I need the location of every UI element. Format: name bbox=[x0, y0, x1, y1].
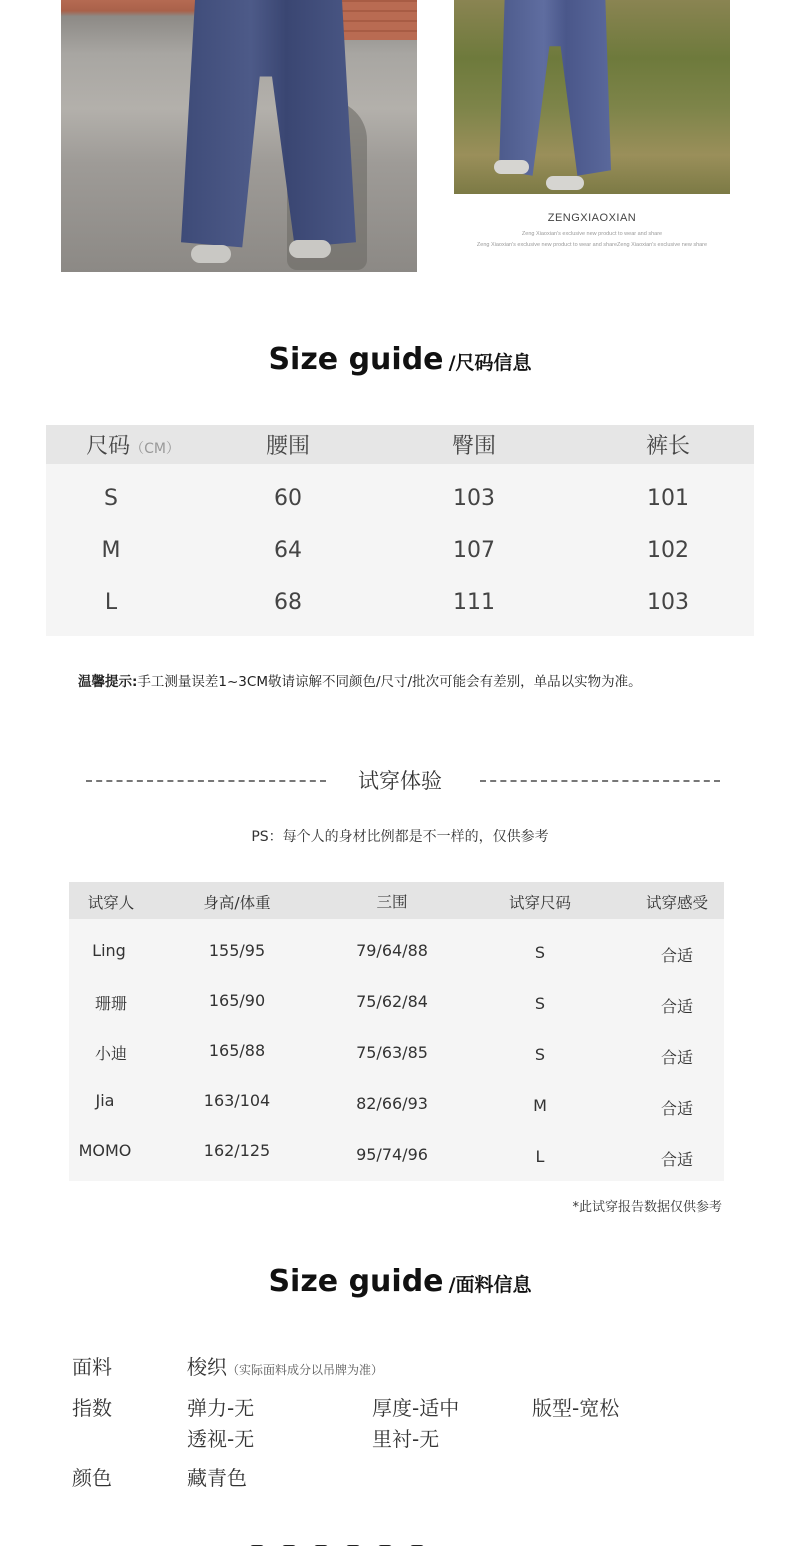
index-transparency: 透视-无 bbox=[187, 1427, 255, 1451]
material-label: 面料 bbox=[72, 1355, 112, 1379]
waist-cell: 64 bbox=[274, 538, 302, 563]
feeling-cell: 合适 bbox=[660, 1048, 694, 1067]
height-weight-cell: 155/95 bbox=[208, 941, 266, 960]
size-cell: L bbox=[104, 590, 118, 615]
header-feeling: 试穿感受 bbox=[645, 894, 709, 912]
size-cell: S bbox=[534, 943, 546, 962]
color-value: 藏青色 bbox=[187, 1466, 247, 1490]
feeling-cell: 合适 bbox=[660, 946, 694, 965]
pants bbox=[499, 0, 611, 185]
try-on-note: *此试穿报告数据仅供参考 bbox=[572, 1200, 722, 1215]
size-cell: M bbox=[533, 1096, 547, 1115]
brand-tagline: Zeng Xiaoxian's exclusive new product to wear and share bbox=[521, 231, 663, 237]
measurements-cell: 95/74/96 bbox=[356, 1145, 428, 1164]
title-main: Size guide bbox=[268, 342, 444, 377]
shoe bbox=[191, 245, 231, 263]
feeling-cell: 合适 bbox=[660, 1099, 694, 1118]
measurements-cell: 79/64/88 bbox=[356, 941, 428, 960]
product-photo-left bbox=[61, 0, 417, 272]
tester-cell: 小迪 bbox=[94, 1044, 128, 1063]
measurements-cell: 75/62/84 bbox=[356, 992, 428, 1011]
tester-cell: 珊珊 bbox=[94, 994, 128, 1013]
tester-cell: Ling bbox=[92, 941, 126, 960]
brand-tagline: Zeng Xiaoxian's exclusive new product to wear and shareZeng Xiaoxian's exclusive new share bbox=[476, 242, 708, 248]
header-measurements: 三围 bbox=[376, 893, 408, 911]
hip-cell: 107 bbox=[453, 538, 495, 563]
try-on-ps: PS：每个人的身材比例都是不一样的，仅供参考 bbox=[251, 829, 549, 845]
height-weight-cell: 162/125 bbox=[203, 1141, 271, 1160]
height-weight-cell: 163/104 bbox=[203, 1091, 271, 1110]
measurements-cell: 75/63/85 bbox=[356, 1043, 428, 1062]
feeling-cell: 合适 bbox=[660, 1150, 694, 1169]
brand-name: ZENGXIAOXIAN bbox=[547, 212, 637, 224]
measurements-cell: 82/66/93 bbox=[356, 1094, 428, 1113]
header-waist: 腰围 bbox=[265, 434, 311, 459]
length-cell: 102 bbox=[647, 538, 689, 563]
feeling-cell: 合适 bbox=[660, 997, 694, 1016]
length-cell: 101 bbox=[647, 486, 689, 511]
measurement-tip: 温馨提示:手工测量误差1~3CM敬请谅解不同颜色/尺寸/批次可能会有差别，单品以实物为准。 bbox=[78, 674, 642, 690]
tester-cell: Jia bbox=[95, 1091, 115, 1110]
next-section-title-cut bbox=[250, 1538, 550, 1546]
waist-cell: 60 bbox=[274, 486, 302, 511]
header-size: 尺码（CM） bbox=[86, 434, 180, 459]
height-weight-cell: 165/88 bbox=[208, 1041, 266, 1060]
title-sub: /面料信息 bbox=[448, 1274, 532, 1296]
color-label: 颜色 bbox=[72, 1466, 112, 1490]
shoe bbox=[494, 160, 529, 174]
index-lining: 里衬-无 bbox=[372, 1427, 440, 1451]
size-table bbox=[46, 425, 754, 636]
header-hip: 臀围 bbox=[451, 434, 497, 459]
material-value: 梭织（实际面料成分以吊牌为准） bbox=[187, 1355, 384, 1379]
index-thickness: 厚度-适中 bbox=[372, 1396, 460, 1420]
pants bbox=[181, 0, 356, 255]
title-main: Size guide bbox=[268, 1264, 444, 1299]
fabric-title bbox=[0, 1264, 800, 1299]
hip-cell: 111 bbox=[453, 590, 495, 615]
length-cell: 103 bbox=[647, 590, 689, 615]
try-on-title: 试穿体验 bbox=[358, 769, 442, 793]
title-sub: /尺码信息 bbox=[448, 352, 532, 374]
size-cell: M bbox=[101, 538, 121, 563]
waist-cell: 68 bbox=[274, 590, 302, 615]
shoe bbox=[289, 240, 331, 258]
header-tester: 试穿人 bbox=[87, 894, 135, 912]
size-cell: L bbox=[535, 1147, 545, 1166]
product-photo-right bbox=[454, 0, 730, 194]
try-on-table bbox=[69, 882, 724, 1181]
size-cell: S bbox=[104, 486, 118, 511]
shoe bbox=[546, 176, 584, 190]
index-elasticity: 弹力-无 bbox=[187, 1396, 255, 1420]
size-guide-title bbox=[0, 342, 800, 377]
tester-cell: MOMO bbox=[78, 1141, 132, 1160]
header-length: 裤长 bbox=[645, 434, 691, 459]
index-fit: 版型-宽松 bbox=[532, 1396, 620, 1420]
header-size: 试穿尺码 bbox=[508, 894, 572, 912]
header-height-weight: 身高/体重 bbox=[203, 894, 271, 912]
height-weight-cell: 165/90 bbox=[208, 991, 266, 1010]
size-cell: S bbox=[534, 1045, 546, 1064]
hip-cell: 103 bbox=[453, 486, 495, 511]
brick-wall bbox=[337, 0, 417, 40]
index-label: 指数 bbox=[72, 1396, 112, 1420]
size-cell: S bbox=[534, 994, 546, 1013]
